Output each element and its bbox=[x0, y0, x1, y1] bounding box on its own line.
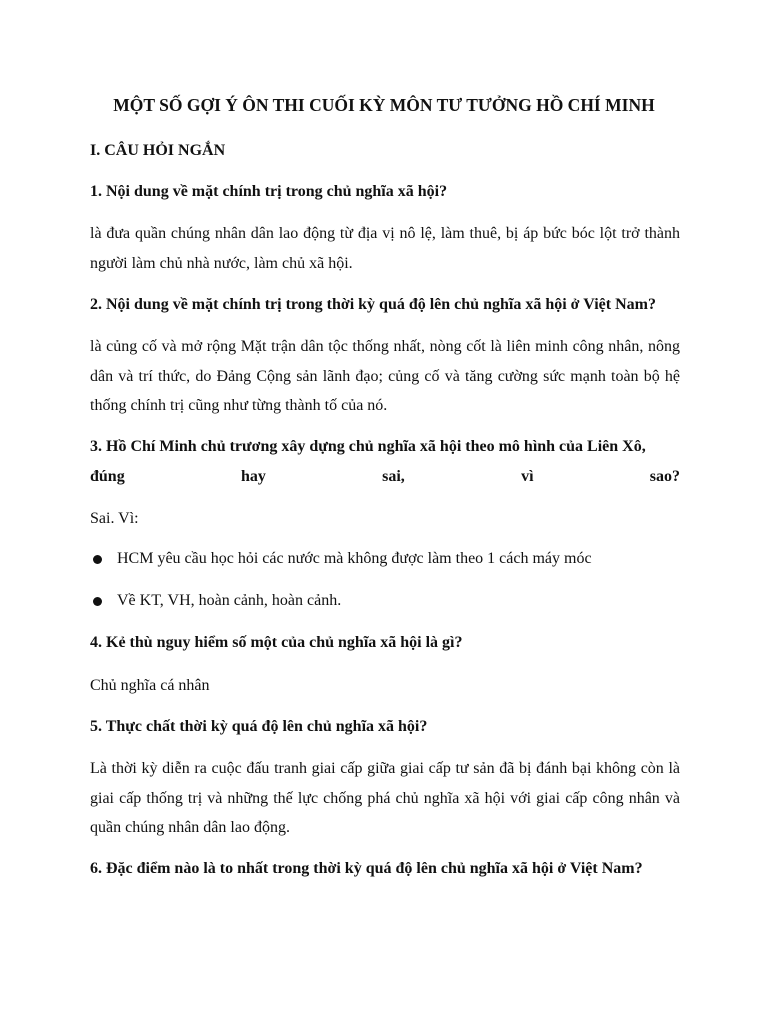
section-heading: I. CÂU HỎI NGẮN bbox=[90, 142, 226, 159]
bullet-item bbox=[90, 586, 680, 616]
answer-4: Chủ nghĩa cá nhân bbox=[90, 677, 210, 694]
bullet-text: HCM yêu cầu học hỏi các nước mà không được làm theo 1 cách máy móc bbox=[117, 550, 592, 567]
question-1: 1. Nội dung về mặt chính trị trong chủ nghĩa xã hội? bbox=[90, 183, 448, 200]
question-5: 5. Thực chất thời kỳ quá độ lên chủ nghĩa xã hội? bbox=[90, 718, 428, 735]
question-4: 4. Kẻ thù nguy hiểm số một của chủ nghĩa xã hội là gì? bbox=[90, 634, 463, 651]
answer-3: Sai. Vì: bbox=[90, 510, 139, 527]
question-2: 2. Nội dung về mặt chính trị trong thời kỳ quá độ lên chủ nghĩa xã hội ở Việt Nam? bbox=[90, 296, 656, 313]
bullet-text: Về KT, VH, hoàn cảnh, hoàn cảnh. bbox=[117, 592, 342, 609]
bullet-icon bbox=[93, 597, 102, 606]
bullet-item bbox=[90, 544, 680, 574]
bullet-icon bbox=[93, 555, 102, 564]
answer-2: là củng cố và mở rộng Mặt trận dân tộc thống nhất, nòng cốt là liên minh công nhân, nông dân và trí thức, do Đảng Cộng sản lãnh đạo; củng cố và tăng cường sức mạnh toàn bộ hệ thống chính trị cũng như từng thành tố của nó. bbox=[90, 338, 680, 414]
document-title: MỘT SỐ GỢI Ý ÔN THI CUỐI KỲ MÔN TƯ TƯỞNG HỒ CHÍ MINH bbox=[113, 95, 655, 115]
question-3: 3. Hồ Chí Minh chủ trương xây dựng chủ nghĩa xã hội theo mô hình của Liên Xô, đúng hay sai, vì sao? bbox=[90, 438, 680, 485]
answer-1: là đưa quần chúng nhân dân lao động từ địa vị nô lệ, làm thuê, bị áp bức bóc lột trở thành người làm chủ nhà nước, làm chủ xã hội. bbox=[90, 225, 680, 272]
question-6: 6. Đặc điểm nào là to nhất trong thời kỳ quá độ lên chủ nghĩa xã hội ở Việt Nam? bbox=[90, 860, 643, 877]
answer-5: Là thời kỳ diễn ra cuộc đấu tranh giai cấp giữa giai cấp tư sản đã bị đánh bại không còn là giai cấp thống trị và những thế lực chống phá chủ nghĩa xã hội với giai cấp công nhân và quần chúng nhân dân lao động. bbox=[90, 760, 680, 836]
